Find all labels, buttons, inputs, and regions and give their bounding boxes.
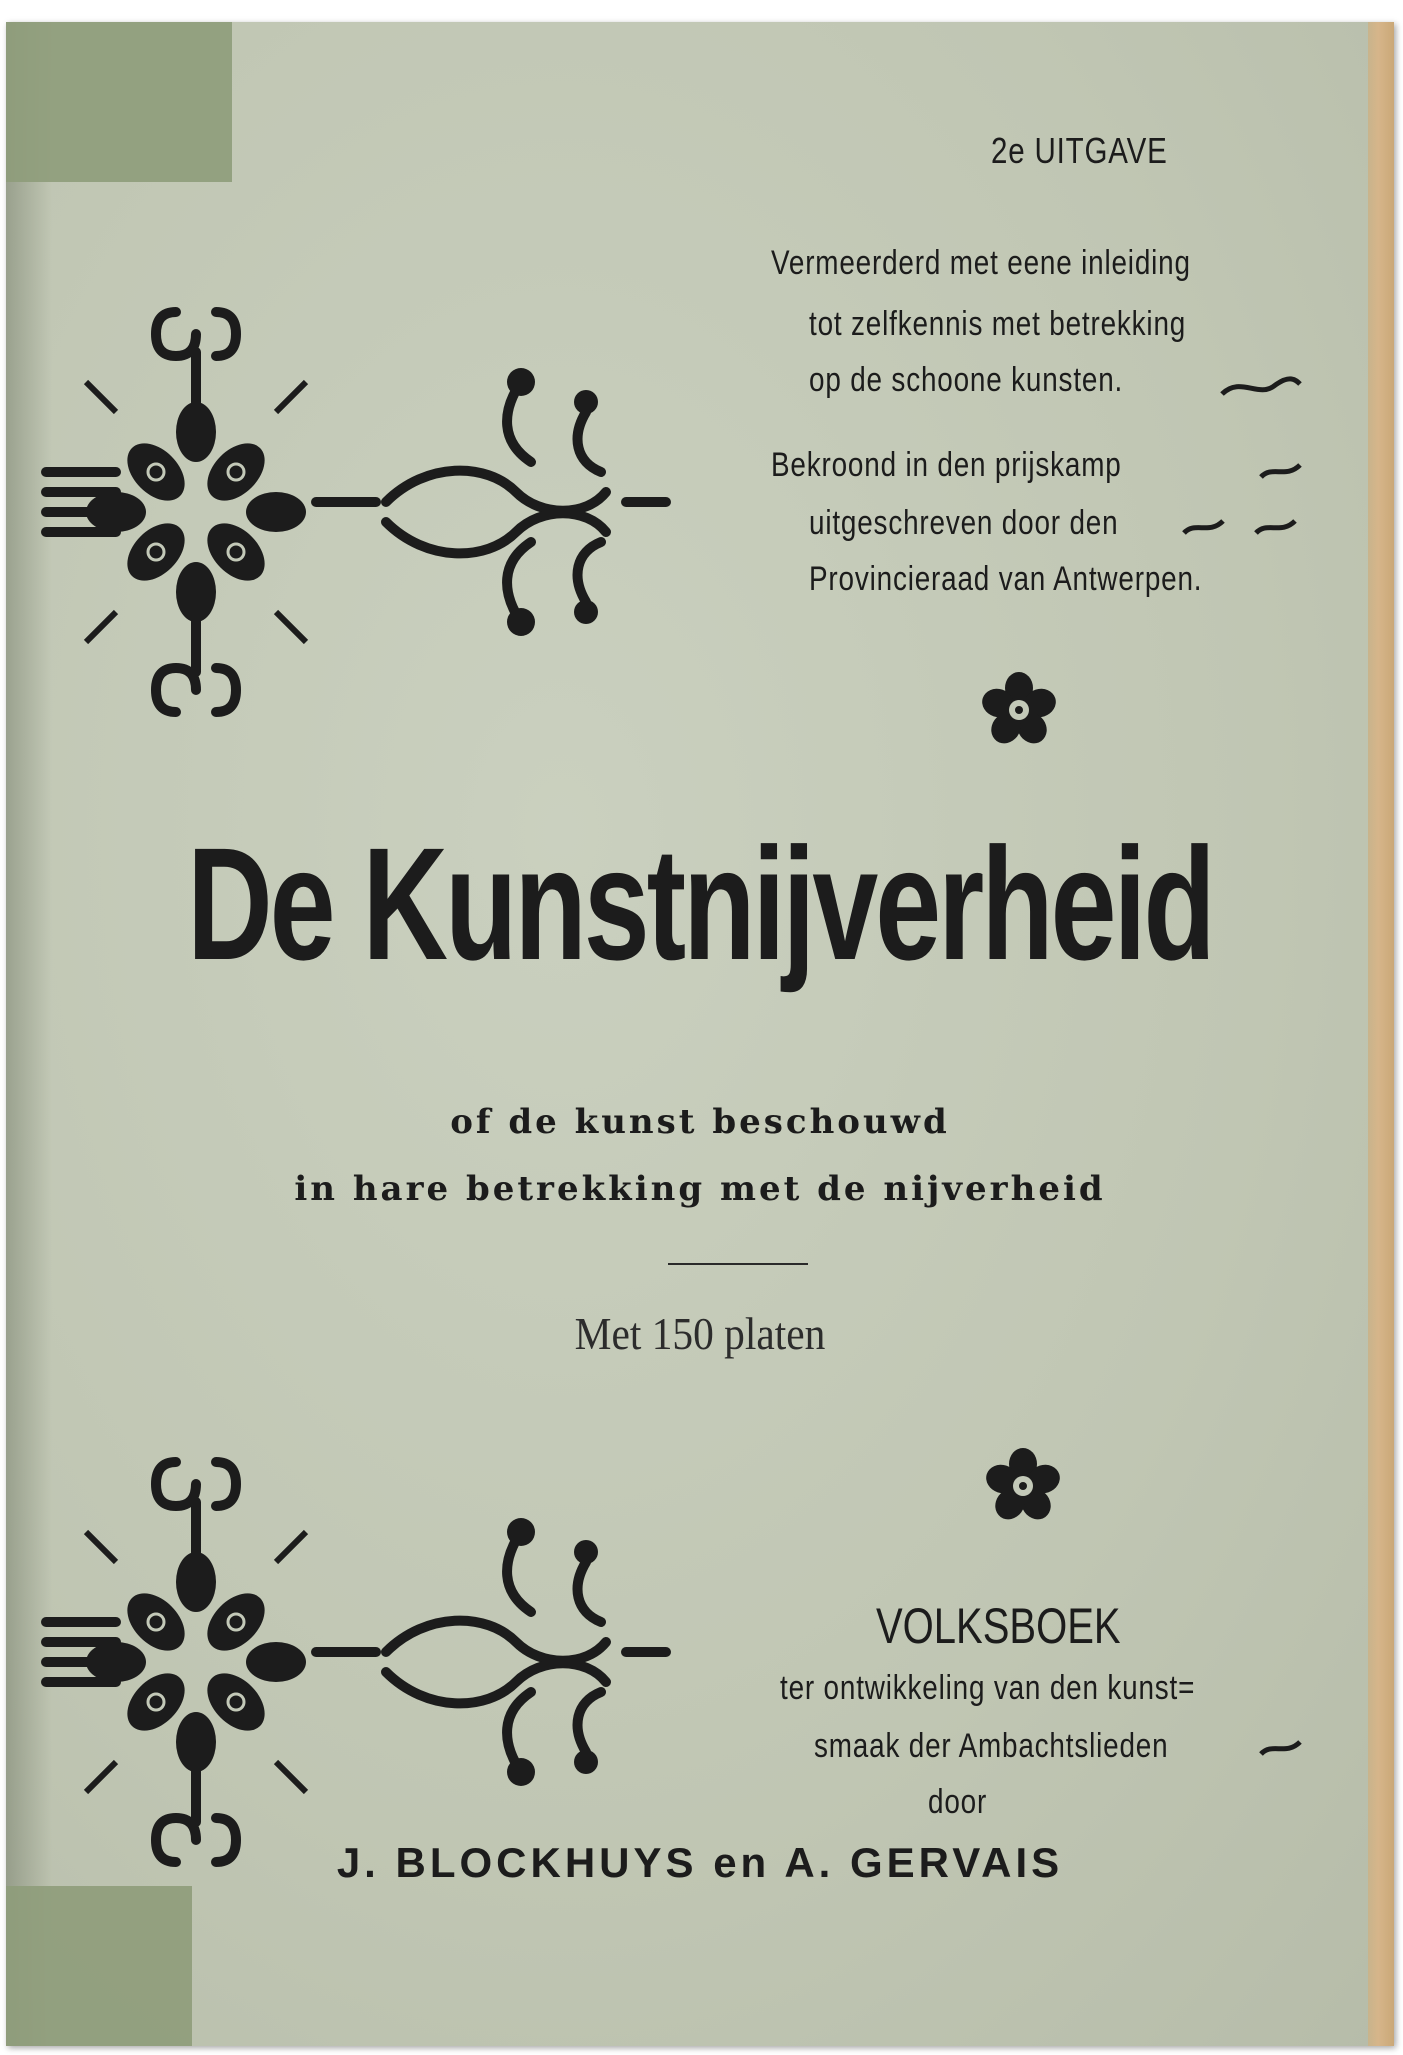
award-line-2: uitgeschreven door den xyxy=(809,504,1119,542)
award-line-3: Provincieraad van Antwerpen. xyxy=(809,560,1203,598)
award-line-1: Bekroond in den prijskamp xyxy=(771,446,1122,484)
edition-label: 2e UITGAVE xyxy=(991,130,1168,171)
subtitle-line-1: of de kunst beschouwd xyxy=(450,1102,950,1142)
tape-top xyxy=(6,22,232,182)
series-line-2: smaak der Ambachtslieden xyxy=(814,1727,1169,1765)
swash-dash-icon xyxy=(1258,459,1304,483)
by-label: door xyxy=(928,1783,988,1821)
art-nouveau-cross-ornament-top xyxy=(26,302,686,722)
book-cover xyxy=(6,22,1394,2046)
swash-dash-icon xyxy=(1218,372,1304,402)
plates-note: Met 150 platen xyxy=(574,1308,826,1359)
page-edge xyxy=(1368,22,1394,2046)
intro-line-2: tot zelfkennis met betrekking xyxy=(809,305,1187,343)
rose-flower-icon xyxy=(979,670,1059,750)
subtitle-line-2: in hare betrekking met de nijverheid xyxy=(294,1169,1106,1209)
intro-line-1: Vermeerderd met eene inleiding xyxy=(771,244,1191,282)
divider-rule xyxy=(668,1263,808,1265)
swash-dash-icon xyxy=(1258,1736,1304,1760)
tape-bottom xyxy=(6,1886,192,2046)
art-nouveau-cross-ornament-bottom xyxy=(26,1452,686,1872)
authors: J. BLOCKHUYS en A. GERVAIS xyxy=(336,1839,1064,1886)
book-title: De Kunstnijverheid xyxy=(187,814,1213,993)
swash-dash-icon xyxy=(1253,515,1299,539)
series-line-1: ter ontwikkeling van den kunst= xyxy=(780,1669,1196,1707)
series-heading: VOLKSBOEK xyxy=(876,1598,1121,1654)
swash-dash-icon xyxy=(1181,515,1227,539)
intro-line-3: op de schoone kunsten. xyxy=(809,361,1124,399)
rose-flower-icon xyxy=(983,1446,1063,1526)
